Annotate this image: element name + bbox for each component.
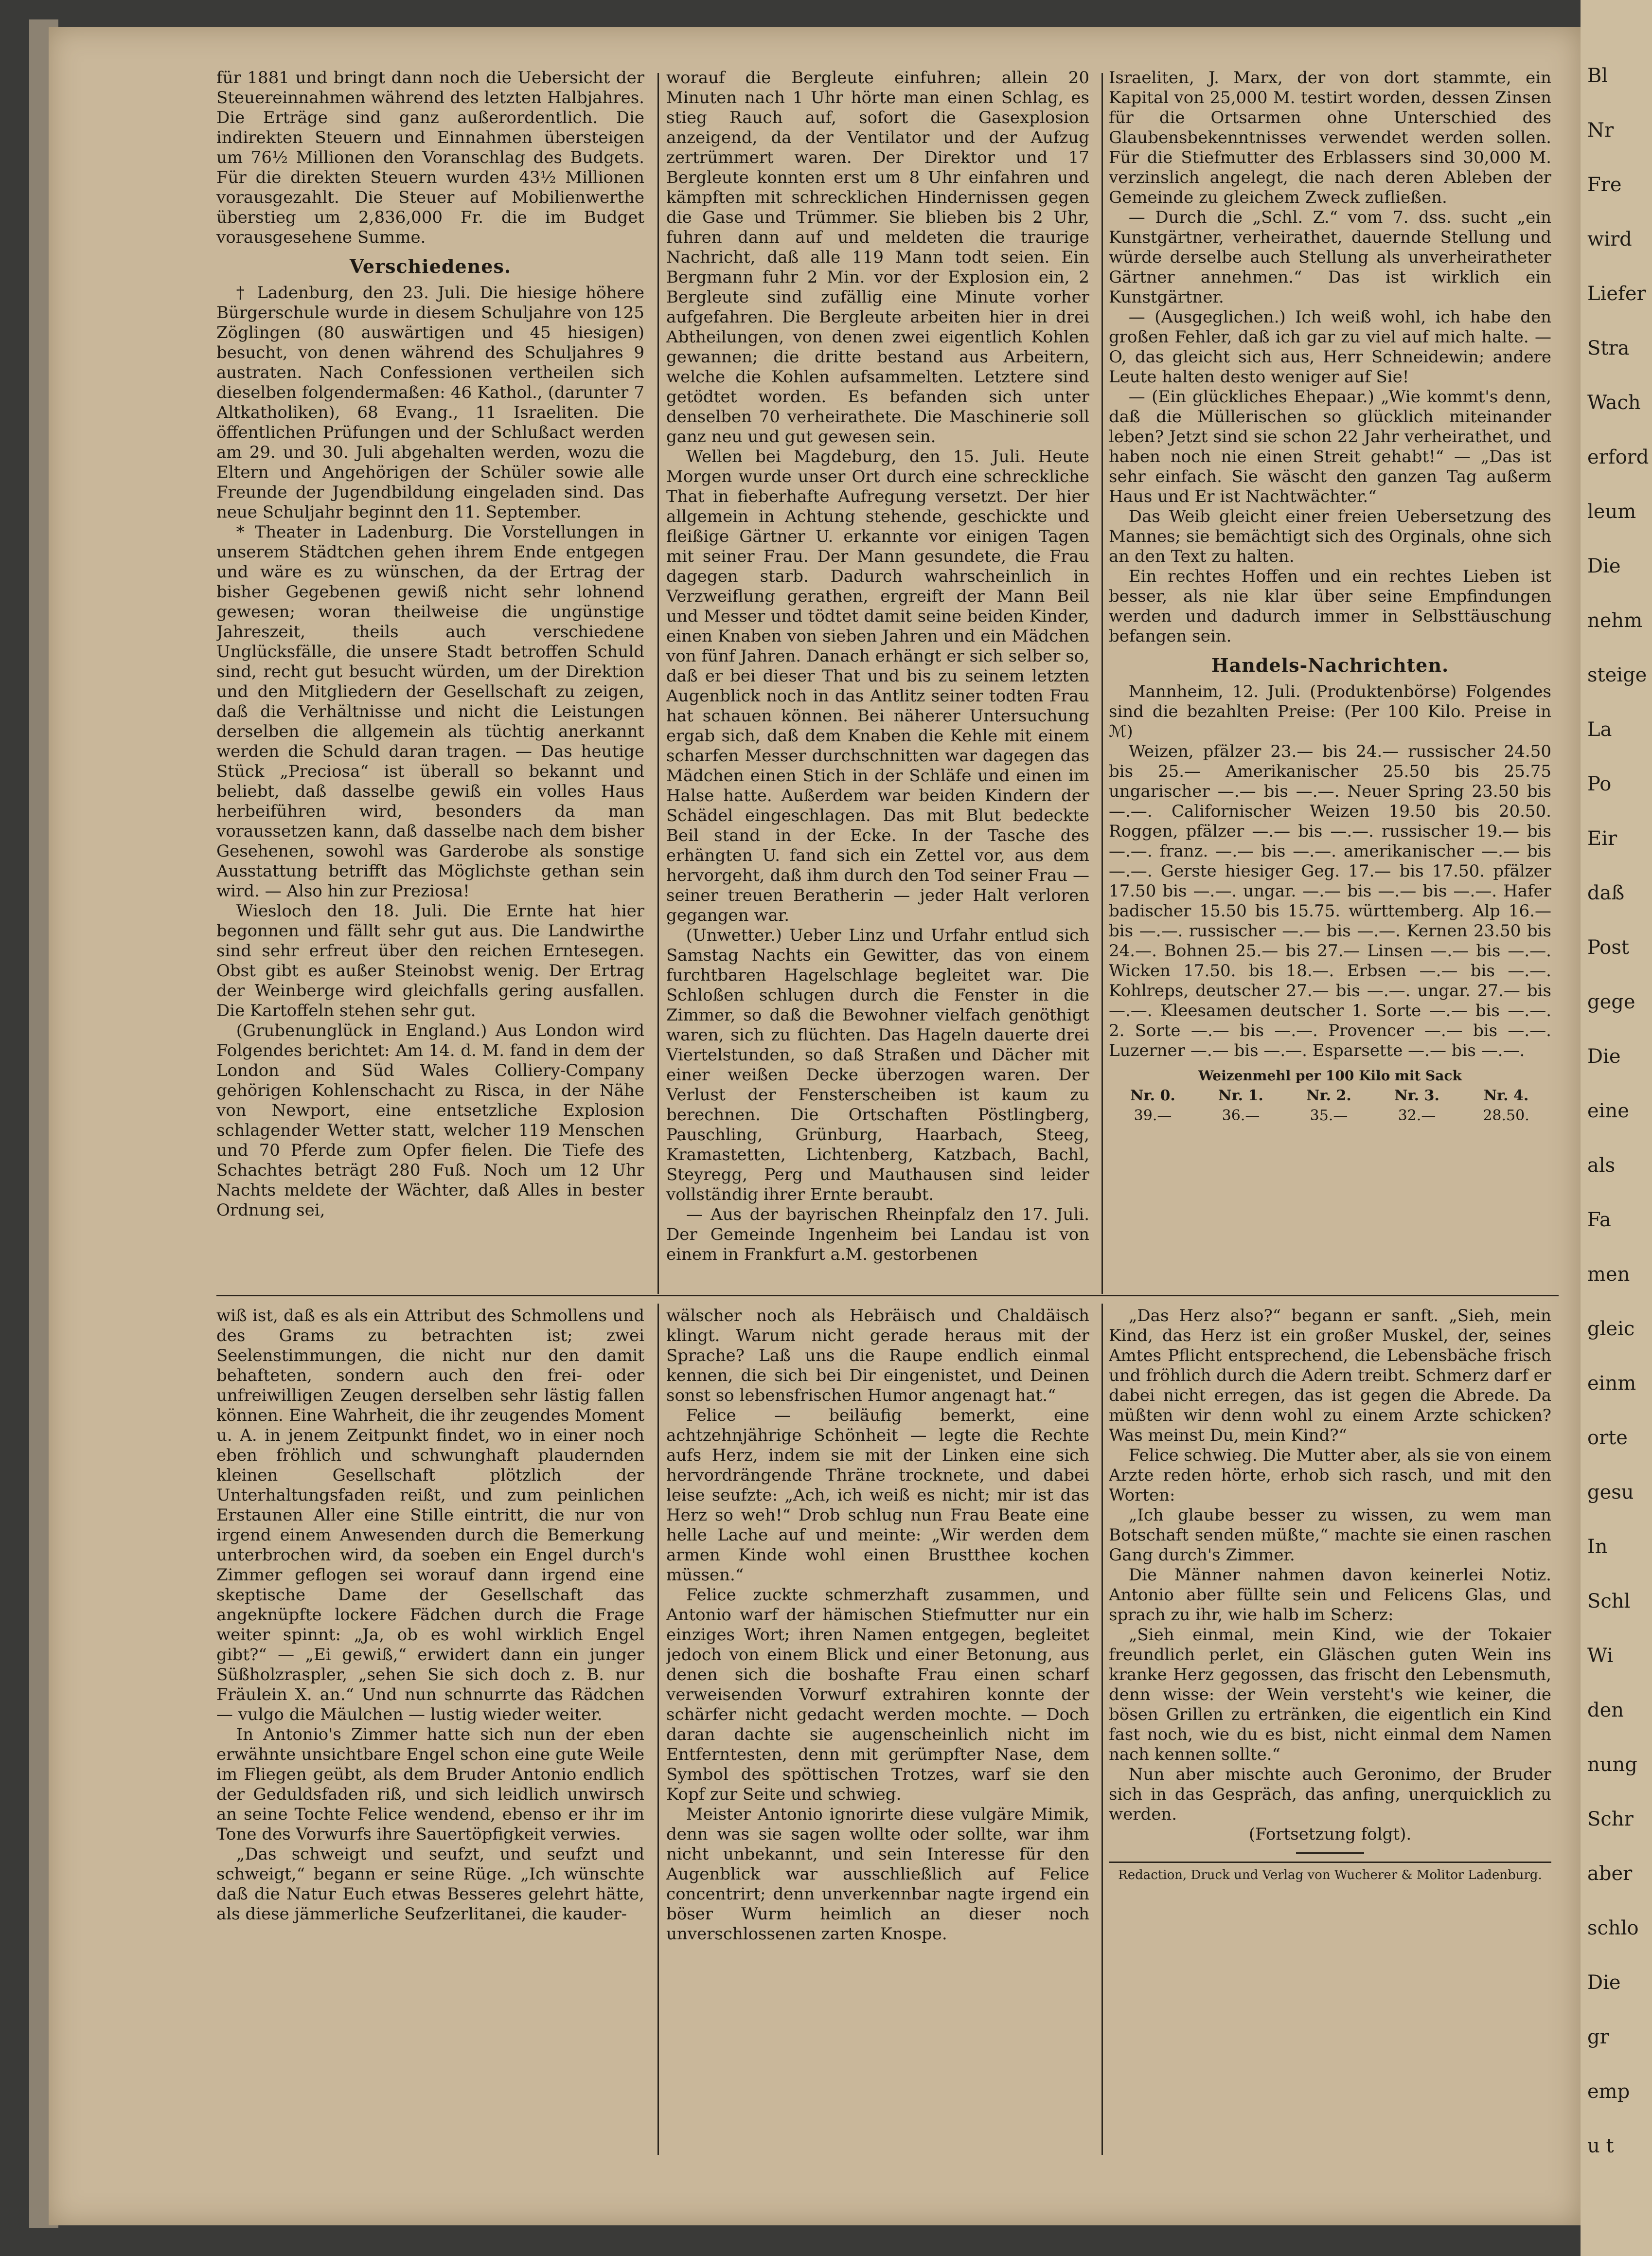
imprint: Redaction, Druck und Verlag von Wucherer & Molitor Ladenburg. — [1109, 1862, 1551, 1883]
fragment-text: u t — [1587, 2135, 1614, 2157]
fragment-text: orte — [1587, 1427, 1628, 1449]
fragment-text: erford — [1587, 446, 1649, 468]
paragraph: * Theater in Ladenburg. Die Vorstellungen in unserem Städtchen gehen ihrem Ende entgegen und wäre es zu wünschen, da der Ertrag der bisher Gegebenen gewiß nicht sehr lohnend gewesen; woran theilweise die ungünstige Jahreszeit, theils auch verschiedene Unglücksfälle, die unsere Stadt betroffen Schuld sind, recht gut besucht würden, um der Direktion und den Mitgliedern der Gesellschaft zu zeigen, daß die Verhältnisse und nicht die Leistungen derselben die allgemein als tüchtig anerkannt werden die Schuld daran tragen. — Das heutige Stück „Preciosa“ ist überall so bekannt und beliebt, daß dasselbe gewiß ein volles Haus herbeiführen wird, besonders da man voraussetzen kann, daß dasselbe nach dem bisher Gesehenen, sowohl was Garderobe als sonstige Ausstattung betrifft das Möglichste gethan sein wird. — Also hin zur Preziosa! — [216, 522, 644, 901]
fragment-text: Fre — [1587, 174, 1622, 196]
paragraph: — Durch die „Schl. Z.“ vom 7. dss. sucht „ein Kunstgärtner, verheirathet, dauernde Stellung und würde derselbe auch Stellung als unverheiratheter Gärtner annehmen.“ Das ist wirklich ein Kunstgärtner. — [1109, 208, 1551, 307]
fragment-text: leum — [1587, 501, 1636, 523]
fragment-text: Schr — [1587, 1808, 1634, 1830]
paragraph: — (Ein glückliches Ehepaar.) „Wie kommt's denn, daß die Müllerischen so glücklich miteinander leben? Jetzt sind sie schon 22 Jahr verheirathet, und haben noch nie einen Streit gehabt!“ — „Das ist sehr einfach. Sie wäscht den ganzen Tag außerm Haus und Er ist Nachtwächter.“ — [1109, 387, 1551, 506]
paragraph: (Unwetter.) Ueber Linz und Urfahr entlud sich Samstag Nachts ein Gewitter, das von einem furchtbaren Hagelschlage begleitet war. Die Schloßen schlugen durch die Fenster in die Zimmer, so daß die Bewohner vielfach genöthigt waren, sich zu flüchten. Das Hageln dauerte drei Viertelstunden, so daß Straßen und Dächer mit einer weißen Decke überzogen waren. Der Verlust der Fensterscheiben ist kaum zu berechnen. Die Ortschaften Pöstlingberg, Pauschling, Grünburg, Haarbach, Steeg, Kramastetten, Lichtenberg, Katzbach, Bachl, Steyregg, Perg und Mauthausen sind leider vollständig ihrer Ernte beraubt. — [666, 926, 1089, 1204]
mehl-grade: Nr. 1. — [1218, 1087, 1263, 1104]
paragraph: Wellen bei Magdeburg, den 15. Juli. Heute Morgen wurde unser Ort durch eine schreckliche That in fieberhafte Aufregung versetzt. Der hier allgemein in Achtung stehende, geschickte und fleißige Gärtner U. erkannte vor einigen Tagen mit seiner Frau. Der Mann gesundete, die Frau dagegen starb. Dadurch wahrscheinlich in Verzweiflung gerathen, ergreift der Mann Beil und Messer und tödtet damit seine beiden Kinder, einen Knaben von sieben Jahren und ein Mädchen von fünf Jahren. Danach erhängt er sich selber so, daß er bei dieser That und bis zu seinem letzten Augenblick noch in das Antlitz seiner todten Frau hat schauen können. Bei näherer Untersuchung ergab sich, daß dem Knaben die Kehle mit einem scharfen Messer durchschnitten war dagegen das Mädchen einen Stich in der Schläfe und einen im Halse hatte. Außerdem war beiden Kindern der Schädel eingeschlagen. Das mit Blut bedeckte Beil stand in der Ecke. In der Tasche des erhängten U. fand sich ein Zettel vor, aus dem hervorgeht, daß ihm durch den Tod seiner Frau — seiner treuen Beratherin — jeder Halt verloren gegangen war. — [666, 447, 1089, 925]
news-column-2 — [666, 68, 1089, 1291]
fragment-text: gleic — [1587, 1318, 1635, 1340]
paragraph: „Sieh einmal, mein Kind, wie der Tokaier freundlich perlet, ein Gläschen guten Wein ins kranke Herz gegossen, das frischt den Lebensmuth, denn wisse: der Wein versteht's wie keiner, die bösen Grillen zu ertränken, die eigentlich ein Kind fast noch, wie du es bist, nicht einmal dem Namen nach kennen sollte.“ — [1109, 1625, 1551, 1764]
paragraph: In Antonio's Zimmer hatte sich nun der eben erwähnte unsichtbare Engel schon eine gute Weile im Fliegen geübt, als dem Bruder Antonio endlich der Geduldsfaden riß, und sich leidlich unwirsch an seine Tochte Felice wendend, ebenso er ihr im Tone des Vorwurfs ihre Sauertöpfigkeit verwies. — [216, 1725, 644, 1844]
fragment-text: Die — [1587, 555, 1621, 577]
fragment-text: gr — [1587, 2026, 1609, 2048]
feuilleton-column-3 — [1109, 1306, 1551, 2172]
paragraph: Die Männer nahmen davon keinerlei Notiz. Antonio aber füllte sein und Felicens Glas, und sprach zu ihr, wie halb im Scherz: — [1109, 1565, 1551, 1625]
mehl-caption: Weizenmehl per 100 Kilo mit Sack — [1198, 1068, 1462, 1084]
paragraph: Das Weib gleicht einer freien Uebersetzung des Mannes; sie bemächtigt sich des Orginals, ohne sich an den Text zu halten. — [1109, 507, 1551, 566]
fragment-text: nung — [1587, 1754, 1637, 1776]
fragment-text: In — [1587, 1536, 1608, 1558]
column-rule — [1101, 73, 1103, 1294]
mehl-grade: Nr. 4. — [1483, 1087, 1529, 1104]
paragraph: (Fortsetzung folgt). — [1248, 1825, 1412, 1844]
adjacent-page-fragment — [1581, 0, 1652, 2256]
paragraph: „Das schweigt und seufzt, und seufzt und schweigt,“ begann er seine Rüge. „Ich wünschte daß die Natur Euch etwas Besseres gelehrt hätte, als diese jämmerliche Seufzerlitanei, die kauder- — [216, 1844, 644, 1924]
mehl-price: 28.50. — [1483, 1107, 1529, 1124]
fragment-text: eine — [1587, 1100, 1629, 1122]
paragraph: † Ladenburg, den 23. Juli. Die hiesige höhere Bürgerschule wurde in diesem Schuljahre von 125 Zöglingen (80 auswärtigen und 45 hiesigen) besucht, von denen während des Schuljahres 9 austraten. Nach Confessionen vertheilen sich dieselben folgendermaßen: 46 Kathol., (darunter 7 Altkatholiken), 68 Evang., 11 Israeliten. Die öffentlichen Prüfungen und der Schlußact werden am 29. und 30. Juli abgehalten werden, wozu die Eltern und Angehörigen der Schüler sowie alle Freunde der Jugendbildung eingeladen sind. Das neue Schuljahr beginnt den 11. September. — [216, 283, 644, 522]
fragment-text: Nr — [1587, 119, 1614, 142]
paragraph: Felice zuckte schmerzhaft zusammen, und Antonio warf der hämischen Stiefmutter nur ein einziges Wort; ihren Namen entgegen, begleitet jedoch von einem Blick und einer Betonung, aus denen sich die boshafte Frau einen scharf verweisenden Vorwurf extrahiren konnte der schärfer nicht gedacht werden mochte. — Doch daran dachte sie augenscheinlich nicht im Entferntesten, denn mit gerümpfter Nase, dem Symbol des spöttischen Trotzes, warf sie den Kopf zur Seite und schwieg. — [666, 1585, 1089, 1804]
mehl-price: 32.— — [1398, 1107, 1436, 1124]
fragment-text: Post — [1587, 936, 1629, 959]
feuilleton-column-1 — [216, 1306, 644, 2172]
fragment-text: Die — [1587, 1971, 1621, 1994]
fragment-text: Wi — [1587, 1645, 1614, 1667]
paragraph: Mannheim, 12. Juli. (Produktenbörse) Folgendes sind die bezahlten Preise: (Per 100 Kilo. Preise in ℳ) — [1109, 682, 1551, 741]
paragraph: — Aus der bayrischen Rheinpfalz den 17. Juli. Der Gemeinde Ingenheim bei Landau ist von einem in Frankfurt a.M. gestorbenen — [666, 1205, 1089, 1264]
feuilleton-column-2 — [666, 1306, 1089, 2172]
fragment-text: gesu — [1587, 1481, 1634, 1504]
fragment-text: Po — [1587, 773, 1612, 795]
paragraph: — (Ausgeglichen.) Ich weiß wohl, ich habe den großen Fehler, daß ich gar zu viel auf mich halte. — O, das gleicht sich aus, Herr Schneidewin; andere Leute halten desto weniger auf Sie! — [1109, 307, 1551, 387]
mehl-price: 36.— — [1222, 1107, 1260, 1124]
paragraph: Israeliten, J. Marx, der von dort stammte, ein Kapital von 25,000 M. testirt worden, dessen Zinsen für die Ortsarmen ohne Unterschied des Glaubensbekenntnisses verwendet werden sollen. Für die Stiefmutter des Erblassers sind 30,000 M. verzinslich angelegt, die nach deren Ableben der Gemeinde zu gleichem Zweck zufließen. — [1109, 68, 1551, 207]
column-rule — [657, 1304, 659, 2155]
fragment-text: Schl — [1587, 1590, 1631, 1612]
mehl-grade: Nr. 3. — [1394, 1087, 1439, 1104]
fragment-text: gege — [1587, 991, 1635, 1013]
mehl-price: 39.— — [1134, 1107, 1172, 1124]
fragment-text: Bl — [1587, 65, 1608, 87]
mehl-price-table — [1109, 1066, 1551, 1126]
fragment-text: Liefer — [1587, 283, 1646, 305]
fragment-text: daß — [1587, 882, 1625, 904]
column-rule — [657, 73, 659, 1294]
paragraph: „Das Herz also?“ begann er sanft. „Sieh, mein Kind, das Herz ist ein großer Muskel, der, seines Amtes Pflicht entsprechend, die Lebensbäche frisch und fröhlich durch die Adern treibt. Schmerz darf er dabei nicht erregen, das ist gegen die Abrede. Da müßten wir denn wohl zu einem Arzte schicken? Was meinst Du, mein Kind?“ — [1109, 1306, 1551, 1445]
paragraph: wälscher noch als Hebräisch und Chaldäisch klingt. Warum nicht gerade heraus mit der Sprache? Laß uns die Raupe endlich einmal kennen, die sich bei Dir eingenistet, und Deinen sonst so lebensfrischen Humor angenagt hat.“ — [666, 1306, 1089, 1405]
paragraph: wiß ist, daß es als ein Attribut des Schmollens und des Grams zu betrachten ist; zwei Seelenstimmungen, die nicht nur den damit behafteten, sondern auch den frei- oder unfreiwilligen Zeugen derselben sehr lästig fallen können. Eine Wahrheit, die ihr zeugendes Moment u. A. in jenem Zeitpunkt findet, wo in einer noch eben fröhlich und schwunghaft plaudernden kleinen Gesellschaft plötzlich der Unterhaltungsfaden reißt, und zum peinlichen Erstaunen Aller eine Stille eintritt, die nur von irgend einem Anwesenden durch die Bemerkung unterbrochen wird, da soeben ein Engel durch's Zimmer geflogen sei worauf dann irgend eine skeptische Dame der Gesellschaft das angeknüpfte lockere Fädchen durch die Frage weiter spinnt: „Ja, ob es wohl wirklich Engel gibt?“ — „Ei gewiß,“ erwidert dann ein junger Süßholzraspler, „sehen Sie sich doch z. B. nur Fräulein X. an.“ Und nun schnurrte das Rädchen — vulgo die Mäulchen — lustig wieder weiter. — [216, 1306, 644, 1724]
paragraph: Meister Antonio ignorirte diese vulgäre Mimik, denn was sie sagen wollte oder sollte, war ihm nicht unbekannt, und sein Interesse für den Augenblick war ausschließlich auf Felice concentrirt; denn unverkennbar nagte irgend ein böser Wurm heimlich an dieser noch unverschlossenen zarten Knospe. — [666, 1805, 1089, 1944]
paragraph: worauf die Bergleute einfuhren; allein 20 Minuten nach 1 Uhr hörte man einen Schlag, es stieg Rauch auf, sofort die Gasexplosion anzeigend, da der Ventilator und der Aufzug zertrümmert waren. Der Direktor und 17 Bergleute konnten erst um 8 Uhr einfahren und kämpften mit schrecklichen Hindernissen gegen die Gase und Trümmer. Sie blieben bis 2 Uhr, fuhren dann auf und meldeten die traurige Nachricht, daß alle 119 Mann todt seien. Ein Bergmann fuhr 2 Min. vor der Explosion ein, 2 Bergleute sind zufällig eine Minute vorher aufgefahren. Die Bergleute arbeiten hier in drei Abtheilungen, von denen zwei eigentlich Kohlen gewannen; die dritte bestand aus Arbeitern, welche die Kohlen aufsammelten. Letztere sind getödtet worden. Es befanden sich unter denselben 70 verheirathete. Die Maschinerie soll ganz neu und gut gewesen sein. — [666, 68, 1089, 447]
news-column-3 — [1109, 68, 1551, 1291]
fragment-text: aber — [1587, 1862, 1633, 1885]
mehl-grade: Nr. 2. — [1306, 1087, 1351, 1104]
fragment-text: wird — [1587, 228, 1632, 251]
end-rule — [1296, 1852, 1364, 1854]
paragraph: Wiesloch den 18. Juli. Die Ernte hat hier begonnen und fällt sehr gut aus. Die Landwirthe sind sehr erfreut über den reichen Erntesegen. Obst gibt es außer Steinobst wenig. Der Ertrag der Weinberge wird gleichfalls gering ausfallen. Die Kartoffeln stehen sehr gut. — [216, 901, 644, 1021]
fragment-text: Stra — [1587, 337, 1630, 359]
fragment-text: den — [1587, 1699, 1624, 1721]
mehl-grade: Nr. 0. — [1130, 1087, 1175, 1104]
fragment-text: La — [1587, 718, 1612, 741]
paragraph: „Ich glaube besser zu wissen, zu wem man Botschaft senden müßte,“ machte sie einen raschen Gang durch's Zimmer. — [1109, 1505, 1551, 1565]
fragment-text: als — [1587, 1154, 1616, 1177]
section-heading: Verschiedenes. — [349, 255, 512, 277]
section-heading: Handels-Nachrichten. — [1211, 654, 1449, 676]
mehl-price: 35.— — [1310, 1107, 1348, 1124]
paragraph: Felice schwieg. Die Mutter aber, als sie von einem Arzte reden hörte, erhob sich rasch, und mit den Worten: — [1109, 1446, 1551, 1505]
paragraph: (Grubenunglück in England.) Aus London wird Folgendes berichtet: Am 14. d. M. fand in dem der London and Süd Wales Colliery-Company gehörigen Kohlenschacht zu Risca, in der Nähe von Newport, eine entsetzliche Explosion schlagender Wetter statt, welcher 119 Menschen und 70 Pferde zum Opfer fielen. Die Tiefe des Schachtes beträgt 280 Fuß. Noch um 12 Uhr Nachts meldete der Wächter, daß Alles in bester Ordnung sei, — [216, 1021, 644, 1220]
fragment-text: einm — [1587, 1372, 1636, 1395]
fragment-text: Die — [1587, 1045, 1621, 1068]
fragment-text: schlo — [1587, 1917, 1639, 1939]
fragment-text: steige — [1587, 664, 1647, 686]
news-column-1 — [216, 68, 644, 1291]
feuilleton-rule — [216, 1295, 1559, 1296]
column-rule — [1101, 1304, 1103, 2155]
fragment-text: Fa — [1587, 1209, 1611, 1231]
fragment-text: Eir — [1587, 827, 1617, 850]
paragraph: Felice — beiläufig bemerkt, eine achtzehnjährige Schönheit — legte die Rechte aufs Herz, indem sie mit der Linken eine sich hervordrängende Thräne trocknete, und dabei leise seufzte: „Ach, ich weiß es nicht; mir ist das Herz so weh!“ Drob schlug nun Frau Beate eine helle Lache auf und meinte: „Wir werden dem armen Kinde wohl einen Brustthee kochen müssen.“ — [666, 1406, 1089, 1585]
fragment-text: emp — [1587, 2080, 1630, 2103]
paragraph: Nun aber mischte auch Geronimo, der Bruder sich in das Gespräch, das anfing, unerquicklich zu werden. — [1109, 1765, 1551, 1824]
fragment-text: Wach — [1587, 392, 1641, 414]
paragraph: für 1881 und bringt dann noch die Uebersicht der Steuereinnahmen während des letzten Halbjahres. Die Erträge sind ganz außerordentlich. Die indirekten Steuern und Einnahmen übersteigen um 76½ Millionen den Voranschlag des Budgets. Für die direkten Steuern wurden 43½ Millionen vorausgezahlt. Die Steuer auf Mobilienwerthe überstieg um 2,836,000 Fr. die im Budget vorausgesehene Summe. — [216, 68, 644, 247]
fragment-text: nehm — [1587, 609, 1643, 632]
paragraph: Ein rechtes Hoffen und ein rechtes Lieben ist besser, als nie klar über seine Empfindungen werden und dadurch immer in Selbsttäuschung befangen sein. — [1109, 567, 1551, 646]
paragraph: Weizen, pfälzer 23.— bis 24.— russischer 24.50 bis 25.— Amerikanischer 25.50 bis 25.75 ungarischer —.— bis —.—. Neuer Spring 23.50 bis —.—. Californischer Weizen 19.50 bis 20.50. Roggen, pfälzer —.— bis —.—. russischer 19.— bis —.—. franz. —.— bis —.—. amerikanischer —.— bis —.—. Gerste hiesiger Geg. 17.— bis 17.50. pfälzer 17.50 bis —.—. ungar. —.— bis —.— bis —.—. Hafer badischer 15.50 bis 15.75. württemberg. Alp 16.— bis —.—. russischer —.— bis —.—. Kernen 23.50 bis 24.—. Bohnen 25.— bis 27.— Linsen —.— bis —.—. Wicken 17.50. bis 18.—. Erbsen —.— bis —.—. Kohlreps, deutscher 27.— bis —.—. ungar. 27.— bis —.—. Kleesamen deutscher 1. Sorte —.— bis —.—. 2. Sorte —.— bis —.—. Provencer —.— bis —.—. Luzerner —.— bis —.—. Esparsette —.— bis —.—. — [1109, 742, 1551, 1060]
fragment-text: men — [1587, 1263, 1630, 1286]
